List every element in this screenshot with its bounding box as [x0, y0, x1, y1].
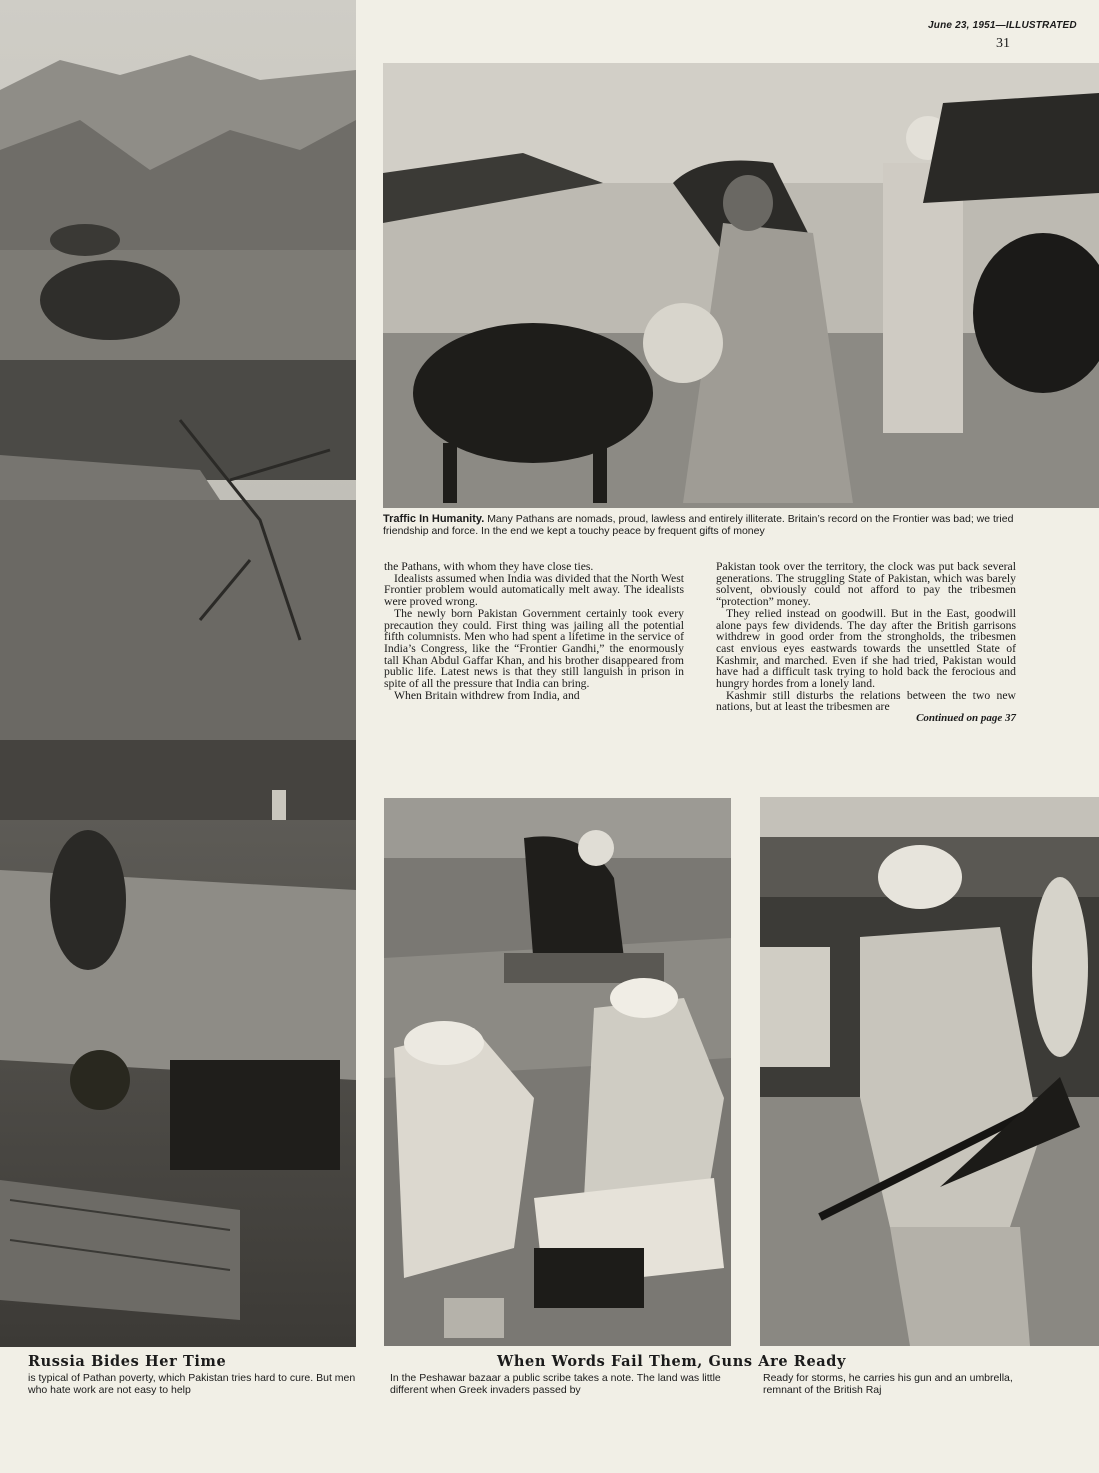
page-number: 31 [996, 36, 1010, 51]
photo-peshawar-scribe [384, 798, 731, 1346]
caption-poverty: is typical of Pathan poverty, which Pakistan tries hard to cure. But men who hate work are not easy to help [28, 1372, 356, 1396]
paragraph: the Pathans, with whom they have close ties. [384, 560, 594, 573]
paragraph: The newly born Pakistan Government certainly took every precaution they could. First thing was jailing all the potential fifth columnists. Men who had spent a lifetime in the service of India’s Congress, like the “Frontier Gandhi,” the enormously tall Khan Abdul Gaffar Khan, and his brother disappeared from public life. Latest news is that they still languish in prison in spite of all the pressure that India can bring. [384, 606, 684, 691]
heading-russia-bides: Russia Bides Her Time [28, 1353, 227, 1370]
caption-peshawar-scribe: In the Peshawar bazaar a public scribe takes a note. The land was little different when Greek invaders passed by [390, 1372, 721, 1396]
photo-man-with-gun [760, 797, 1099, 1346]
continued-note: Continued on page 37 [916, 712, 1016, 725]
issue-date-line: June 23, 1951—ILLUSTRATED [928, 20, 1077, 31]
caption-ready-for-storms: Ready for storms, he carries his gun and an umbrella, remnant of the British Raj [763, 1372, 1013, 1396]
paragraph: Pakistan took over the territory, the clock was put back several generations. The struggling State of Pakistan, which was barely solvent, obviously could not afford to pay the tribesmen “protection” money. [716, 560, 1016, 609]
heading-words-fail: When Words Fail Them, Guns Are Ready [497, 1353, 847, 1370]
article-column-2 [716, 561, 1016, 725]
caption-text: Many Pathans are nomads, proud, lawless and entirely illiterate. Britain’s record on the Frontier was bad; we tried friendship and force. In the end we kept a touchy peace by frequent gifts of money [383, 513, 1014, 537]
paragraph: They relied instead on goodwill. But in the East, goodwill alone pays few dividends. The day after the British garrisons withdrew in good order from the strongholds, the tribesmen cast envious eyes eastwards towards the unsettled State of Kashmir, and marched. Even if she had tried, Pakistan would have had a difficult task trying to hold back the ferocious and hungry hordes from a lonely land. [716, 606, 1016, 691]
caption-title: Traffic In Humanity. [383, 513, 485, 525]
photo-pathan-village [0, 0, 356, 1347]
photo-nomad-caravan [383, 63, 1099, 508]
paragraph: Idealists assumed when India was divided that the North West Frontier problem would automatically melt away. The idealists were proved wrong. [384, 571, 684, 609]
article-column-1 [384, 561, 684, 701]
caption-traffic-in-humanity [383, 514, 1027, 537]
paragraph: When Britain withdrew from India, and [394, 688, 580, 702]
paragraph: Kashmir still disturbs the relations between the two new nations, but at least the tribesmen are [716, 688, 1016, 714]
